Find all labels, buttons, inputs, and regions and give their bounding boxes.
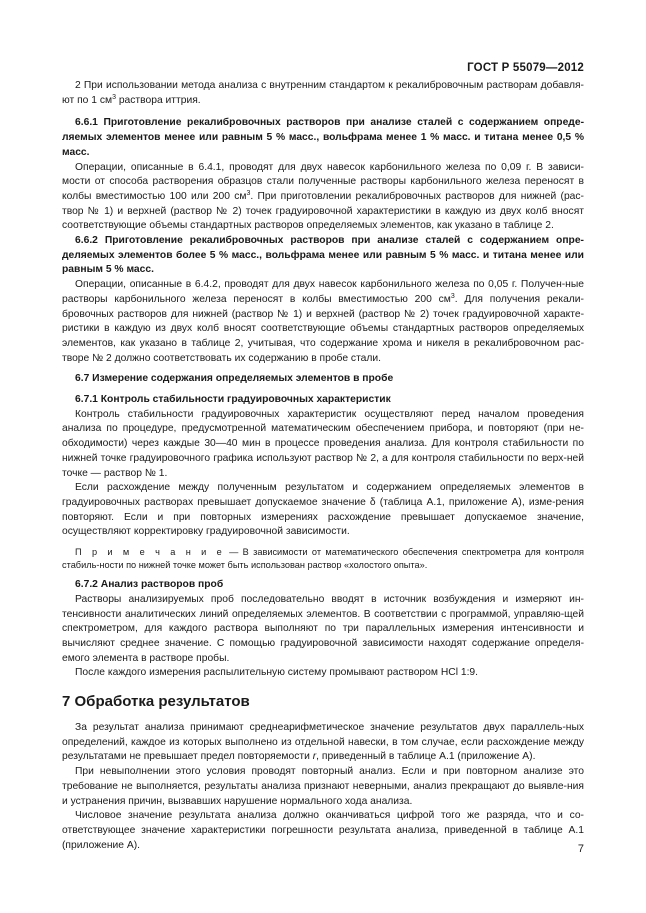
note-2 [62,79,584,108]
section-6-6-1-title: 6.6.1 Приготовление рекалибровочных растворов при анализе сталей с содержанием опреде-ляемых элементов менее или равным 5 % масс., вольфрама менее 1 % масс. и титана менее 0,5 % масс. [62,117,584,158]
page-number: 7 [577,843,584,855]
section-7-text-a: За результат анализа принимают среднеарифметическое значение результатов двух параллель-ных определений, каждое из которых выполнено из отдельной навески, в том случае, если расхождение между результатами не превышает предел повторяемости [62,722,584,763]
note-text: — В зависимости от математического обеспечения спектрометра для контроля стабиль-ности по нижней точке может быть использован раствор «холостого опыта». [62,547,584,571]
section-7-text-b: , приведенный в таблице А.1 (приложение А). [316,751,536,763]
section-6-6-1-paragraph [62,161,584,235]
section-6-6-2-title: 6.6.2 Приготовление рекалибровочных растворов при анализе сталей с содержанием опре-деляемых элементов более 5 % масс., вольфрама менее или равным 5 % масс. и титана менее или равным 5 % масс. [62,235,584,276]
section-7-paragraph-2: При невыполнении этого условия проводят повторный анализ. Если и при повторном анализе это требование не выполняется, результаты анализа признают неверными, анализ прекращают до выявле-ния и устранения причин, вызвавших нарушение нормального хода анализа. [62,766,584,807]
note-label: П р и м е ч а н и е [75,547,225,558]
section-6-6-2-sup: 3 [450,292,455,300]
section-7-title: 7 Обработка результатов [62,693,250,711]
section-7-paragraph-1 [62,721,584,765]
section-6-7-2-paragraph-1: Растворы анализируемых проб последовательно вводят в источник возбуждения и измеряют ин-тенсивности аналитических линий определяемых элементов. В соответствии с программой, управляю-щей спектрометром, для каждого раствора выполняют по три параллельных измерения интенсивности и вычисляют среднее значение. С помощью градуировочной зависимости находят содержание определя-емого элемента в растворе пробы. [62,593,584,664]
section-6-7-1-note [62,546,584,572]
note-2-text-b: раствора иттрия. [115,94,201,106]
repeatability-symbol: r [312,751,317,763]
page-header-standard: ГОСТ Р 55079—2012 [467,62,584,74]
section-6-7-1-title: 6.7.1 Контроль стабильности градуировочных характеристик [75,394,391,406]
section-7-paragraph-3: Числовое значение результата анализа должно оканчиваться цифрой того же разряда, что и со-ответствующее значение характеристики погрешности результата анализа, приведенной в таблице А.1 (приложение А). [62,810,584,851]
section-6-7-2-title: 6.7.2 Анализ растворов проб [75,579,224,591]
page-body [62,79,584,853]
section-6-6-2-paragraph [62,278,584,366]
section-6-7-1-paragraph-1: Контроль стабильности градуировочных характеристик осуществляют перед началом проведения анализа по процедуре, предусмотренной математическим обеспечением прибора, и повторяют (при не-обходимости) через каждые 30—40 мин в процессе проведения анализа. Для контроля стабильности по нижней точке градуировочного графика используют раствор № 2, а для контроля стабильности по верх-ней точке — раствор № 1. [62,408,584,479]
section-6-7-2-paragraph-2: После каждого измерения распылительную систему промывают раствором HCl 1:9. [75,667,479,679]
section-6-6-1-text-b: . При приготовлении рекалибровочных растворов для нижней (рас-твор № 1) и верхней (раствор № 2) точек градуировочной характеристики в каждую из двух колб вносят соответствующие объемы стандартных растворов определяемых элементов, как указано в таблице 2. [62,190,584,232]
section-6-7-1-paragraph-2: Если расхождение между полученным результатом и содержанием определяемых элементов в градуировочных растворах превышает допускаемое значение δ (таблица А.1, приложение А), изме-рения повторяют. Если и при повторных измерениях расхождение превышает допускаемое значение, осуществляют корректировку градуировочной зависимости. [62,482,584,538]
section-6-6-1-sup: 3 [246,189,251,197]
note-2-sup: 3 [112,93,116,101]
note-2-text-a: 2 При использовании метода анализа с внутренним стандартом к рекалибровочным растворам добавля-ют по 1 см [62,80,584,106]
section-6-6-2-text-b: . Для получения рекали-бровочных растворов для нижней (раствор № 1) и верхней (раствор № 2) точек градуировочной характе-ристики в каждую из двух колб вносят соответствующие объемы стандартных растворов определяемых элементов, как указано в таблице 2, учитывая, что содержание хрома и никеля в рекалибровочном рас-творе № 2 должно соответствовать их содержанию в пробе стали. [62,293,584,364]
section-6-7-title: 6.7 Измерение содержания определяемых элементов в пробе [75,373,394,385]
section-6-6-1-text-a: Операции, описанные в 6.4.1, проводят для двух навесок карбонильного железа по 0,09 г. В зависи-мости от способа растворения образцов стали полученные растворы карбонильного железа переносят в колбы вместимостью 100 или 200 см [62,161,584,202]
section-6-6-2-text-a: Операции, описанные в 6.4.2, проводят для двух навесок карбонильного железа по 0,05 г. Получен-ные растворы карбонильного железа переносят в колбы вместимостью 200 см [62,279,584,305]
